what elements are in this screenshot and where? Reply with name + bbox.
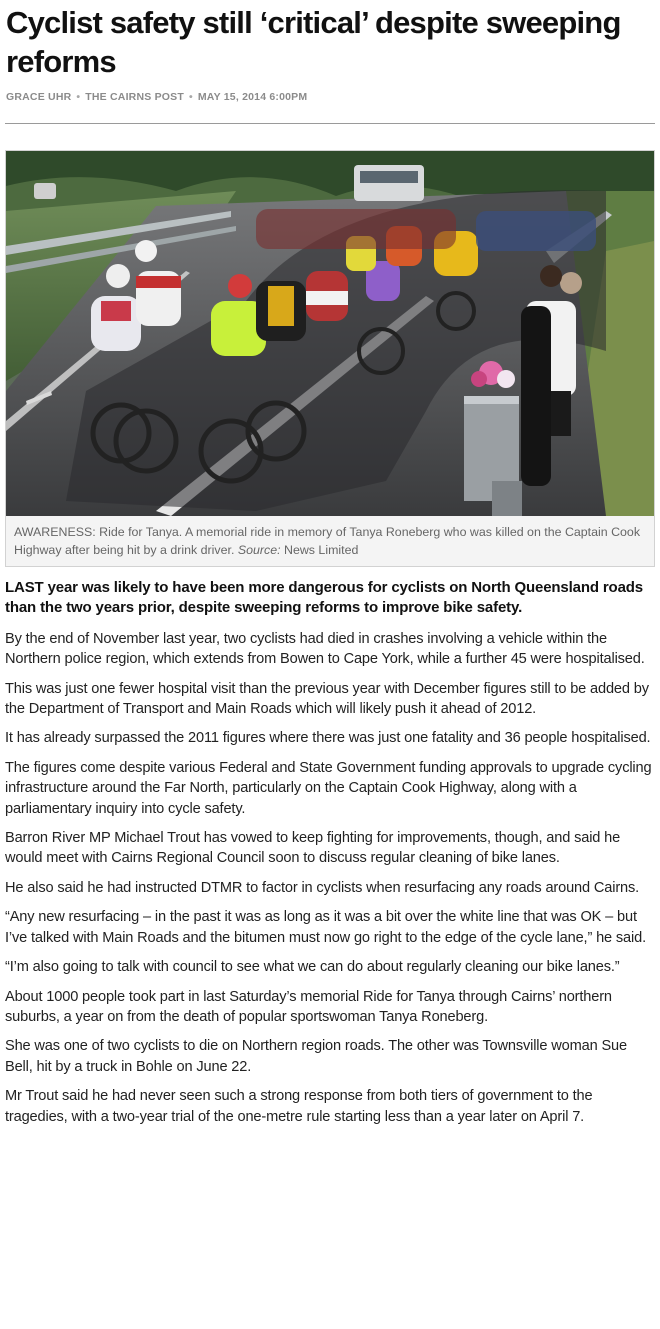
byline-separator: • <box>76 91 81 103</box>
article-headline: Cyclist safety still ‘critical’ despite sweeping reforms <box>6 5 621 79</box>
photo-illustration <box>6 151 654 516</box>
article-paragraph: “I’m also going to talk with council to see what we can do about regularly cleaning our bike lanes.” <box>5 959 620 976</box>
article-paragraph: The figures come despite various Federal and State Government funding approvals to upgrade cycling infrastructure around the Far North, particularly on the Captain Cook Highway, along with a parliamentary inquiry into cycle safety. <box>5 759 652 817</box>
header-divider <box>5 123 655 124</box>
byline-date: MAY 15, 2014 6:00PM <box>197 91 308 103</box>
byline-separator: • <box>188 91 193 103</box>
article-body <box>5 578 657 1136</box>
article-lead-paragraph: LAST year was likely to have been more dangerous for cyclists on North Queensland roads than the two years prior, despite sweeping reforms to improve bike safety. <box>5 579 643 617</box>
article-paragraph: “Any new resurfacing – in the past it was as long as it was a bit over the white line that was OK – but I’ve talked with Main Roads and the bitumen must now go right to the edge of the cycle lane,” he said. <box>5 909 646 946</box>
article-paragraph: Barron River MP Michael Trout has vowed to keep fighting for improvements, though, and said he would meet with Cairns Regional Council soon to discuss regular cleaning of bike lanes. <box>5 830 621 867</box>
article-photo[interactable] <box>6 151 654 516</box>
byline-publication: THE CAIRNS POST <box>85 91 184 103</box>
byline <box>6 91 656 103</box>
article-paragraph: He also said he had instructed DTMR to factor in cyclists when resurfacing any roads around Cairns. <box>5 879 640 896</box>
photo-caption <box>14 523 650 559</box>
caption-source-value: News Limited <box>284 543 359 557</box>
article-paragraph: She was one of two cyclists to die on Northern region roads. The other was Townsville woman Sue Bell, hit by a truck in Bohle on June 22. <box>5 1038 627 1075</box>
article-paragraph: This was just one fewer hospital visit than the previous year with December figures still to be added by the Department of Transport and Main Roads which will likely push it ahead of 2012. <box>5 680 649 718</box>
caption-source-label: Source: <box>237 543 281 557</box>
caption-text: AWARENESS: Ride for Tanya. A memorial ride in memory of Tanya Roneberg who was killed on the Captain Cook Highway after being hit by a drink driver. <box>14 525 641 557</box>
article-paragraph: It has already surpassed the 2011 figures where there was just one fatality and 36 people hospitalised. <box>5 730 651 747</box>
article-paragraph: About 1000 people took part in last Saturday’s memorial Ride for Tanya through Cairns’ northern suburbs, a year on from the death of popular sportswoman Tanya Roneberg. <box>5 988 612 1025</box>
article-paragraph: By the end of November last year, two cyclists had died in crashes involving a vehicle within the Northern police region, which extends from Bowen to Cape York, while a further 45 were hospitalised. <box>5 630 645 668</box>
article-figure <box>5 150 655 567</box>
byline-author[interactable]: GRACE UHR <box>6 91 72 103</box>
article-paragraph: Mr Trout said he had never seen such a strong response from both tiers of government to the tragedies, with a two-year trial of the one-metre rule starting less than a year later on April 7. <box>5 1088 593 1125</box>
